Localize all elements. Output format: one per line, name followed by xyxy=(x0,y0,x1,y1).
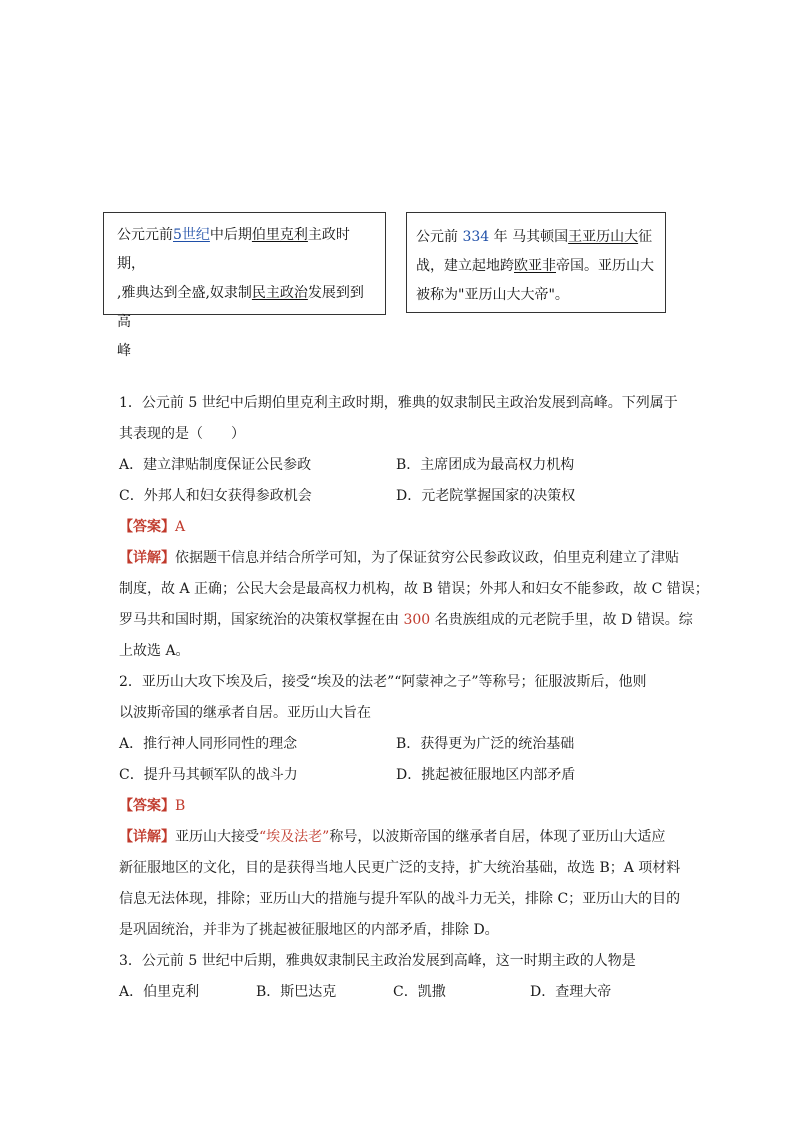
detail-tag: 【详解】 xyxy=(119,550,175,566)
detail-text: 称号，以波斯帝国的继承者自居，体现了亚历山大适应 xyxy=(329,829,666,845)
detail-line: 信息无法体现，排除；亚历山大的措施与提升军队的战斗力无关，排除 C；亚历山大的目的 xyxy=(119,891,681,907)
answer-value: A xyxy=(175,519,186,535)
option-c: C．外邦人和妇女获得参政机会 xyxy=(119,488,312,504)
detail-line: 新征服地区的文化，目的是获得当地人民更广泛的支持，扩大统治基础，故选 B；A 项材料 xyxy=(119,860,681,876)
question-stem: 其表现的是（ ） xyxy=(119,426,245,442)
material-box-right xyxy=(406,212,666,313)
text: ,雅典达到全盛,奴隶制 xyxy=(117,285,252,301)
option-d: D．元老院掌握国家的决策权 xyxy=(396,488,576,504)
option-b: B．主席团成为最高权力机构 xyxy=(396,457,575,473)
options-row xyxy=(119,729,679,760)
answer-value: B xyxy=(175,798,186,814)
options-row xyxy=(119,760,679,791)
question-stem: 1．公元前 5 世纪中后期伯里克利主政时期，雅典的奴隶制民主政治发展到高峰。下列属于 xyxy=(119,395,678,411)
option-b: B．斯巴达克 xyxy=(256,984,337,1000)
text: 帝国。亚历山大 xyxy=(556,258,654,274)
option-d: D．查理大帝 xyxy=(530,984,612,1000)
options-row xyxy=(119,481,679,512)
detail-text: 罗马共和国时期，国家统治的决策权掌握在由 xyxy=(119,612,404,628)
option-a: A．伯里克利 xyxy=(119,984,200,1000)
detail-line: 上故选 A。 xyxy=(119,643,190,659)
underlined-text: 欧亚非 xyxy=(514,258,556,274)
text: 战，建立起地跨 xyxy=(416,258,514,274)
option-a: A．推行神人同形同性的理念 xyxy=(119,736,298,752)
question-stem: 以波斯帝国的继承者自居。亚历山大旨在 xyxy=(119,705,371,721)
text: 发展到到高 xyxy=(117,285,364,330)
underlined-text: 王亚历山大 xyxy=(568,229,639,245)
material-box-left xyxy=(103,212,386,359)
text: 征 xyxy=(638,229,653,245)
detail-line xyxy=(119,822,679,853)
option-b: B．获得更为广泛的统治基础 xyxy=(396,736,575,752)
answer-tag: 【答案】 xyxy=(119,519,175,535)
underlined-text: 伯里克利 xyxy=(251,227,308,243)
text: 主政时期， xyxy=(117,227,350,272)
option-c: C．凯撒 xyxy=(393,984,446,1000)
detail-tag: 【详解】 xyxy=(119,829,175,845)
detail-line: 制度，故 A 正确；公民大会是最高权力机构，故 B 错误；外邦人和妇女不能参政，故 C 错误； xyxy=(119,581,709,597)
question-list xyxy=(119,388,709,1008)
answer-tag: 【答案】 xyxy=(119,798,175,814)
detail-text: 亚历山大接受 xyxy=(175,829,259,845)
detail-text: 名贵族组成的元老院手里，故 D 错误。综 xyxy=(430,612,693,628)
underlined-text: 5世纪 xyxy=(173,227,210,243)
detail-line: 是巩固统治，并非为了挑起被征服地区的内部矛盾，排除 D。 xyxy=(119,922,499,938)
detail-text: 依据题干信息并结合所学可知，为了保证贫穷公民参政议政，伯里克利建立了津贴 xyxy=(175,550,679,566)
year-text: 334 xyxy=(462,229,490,245)
option-c: C．提升马其顿军队的战斗力 xyxy=(119,767,298,783)
answer-line xyxy=(119,512,679,543)
question-stem: 2．亚历山大攻下埃及后，接受“埃及的法老”“阿蒙神之子”等称号；征服波斯后，他则 xyxy=(119,674,647,690)
text: 年 马其顿国 xyxy=(489,229,569,245)
options-row xyxy=(119,977,679,1008)
text: 被称为"亚历山大大帝"。 xyxy=(416,287,569,303)
answer-line xyxy=(119,791,679,822)
text: 公元前 xyxy=(416,229,463,245)
question-stem: 3．公元前 5 世纪中后期，雅典奴隶制民主政治发展到高峰，这一时期主政的人物是 xyxy=(119,953,636,969)
option-a: A．建立津贴制度保证公民参政 xyxy=(119,457,312,473)
detail-line xyxy=(119,605,693,636)
text: 公元元前 xyxy=(117,227,173,243)
option-d: D．挑起被征服地区内部矛盾 xyxy=(396,767,576,783)
detail-line xyxy=(119,543,679,574)
text: 峰 xyxy=(117,343,131,359)
underlined-text: 民主政治 xyxy=(251,285,308,301)
detail-quote: “埃及法老” xyxy=(259,829,330,845)
options-row xyxy=(119,450,679,481)
detail-number: 300 xyxy=(403,612,431,628)
text: 中后期 xyxy=(209,227,252,243)
